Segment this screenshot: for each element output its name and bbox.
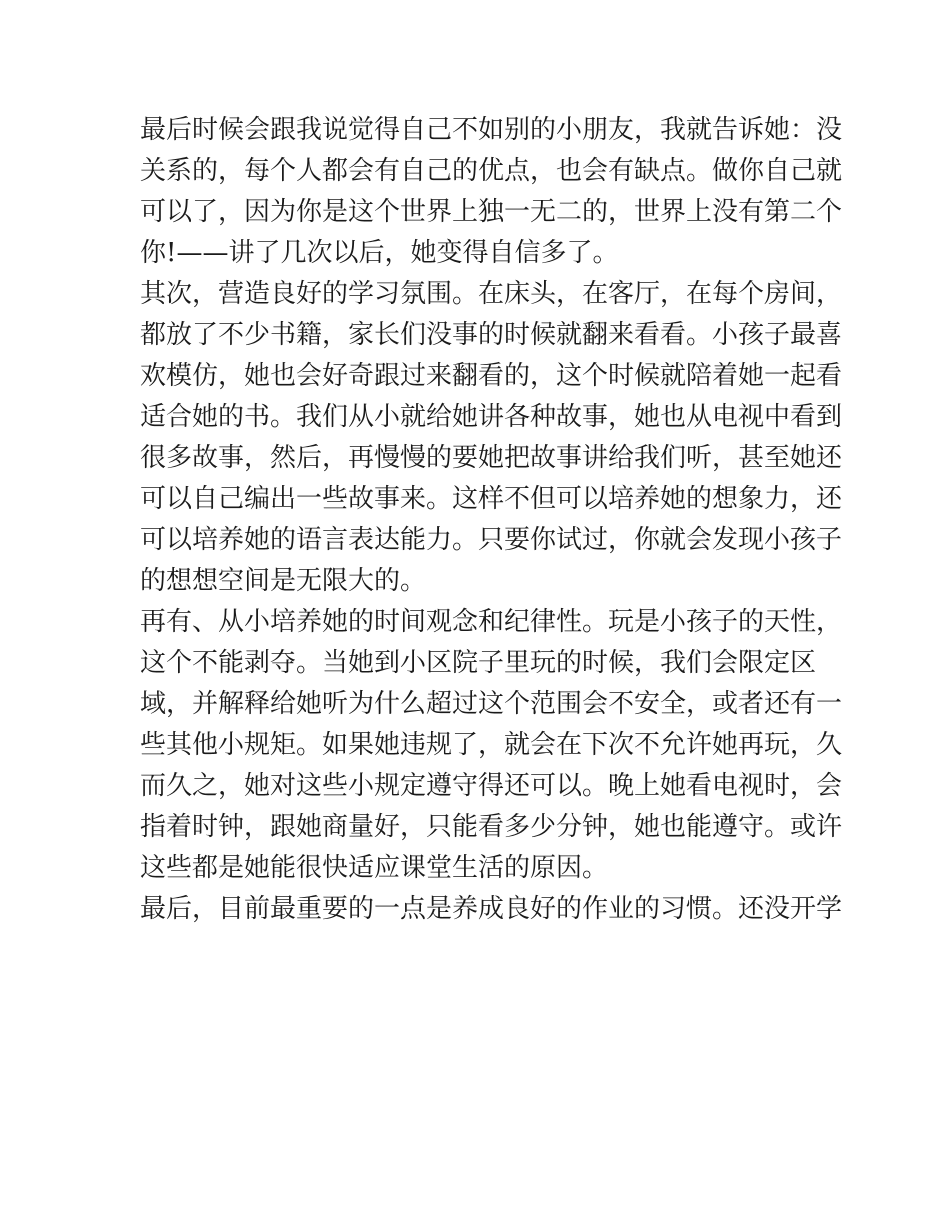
text-line: 的想想空间是无限大的。 — [140, 566, 427, 596]
text-line: 这些都是她能很快适应课堂生活的原因。 — [140, 853, 609, 883]
text-line: 这个不能剥夺。当她到小区院子里玩的时候，我们会限定区 — [140, 648, 817, 678]
text-line: 适合她的书。我们从小就给她讲各种故事，她也从电视中看到 — [140, 402, 843, 432]
text-line: 域，并解释给她听为什么超过这个范围会不安全，或者还有一 — [140, 689, 843, 719]
body-text — [140, 110, 843, 930]
text-line: 其次，营造良好的学习氛围。在床头，在客厅，在每个房间， — [140, 279, 843, 309]
text-line: 最后，目前最重要的一点是养成良好的作业的习惯。还没开学 — [140, 894, 843, 924]
text-line: 都放了不少书籍，家长们没事的时候就翻来看看。小孩子最喜 — [140, 320, 843, 350]
text-line: 最后时候会跟我说觉得自己不如别的小朋友，我就告诉她：没 — [140, 115, 843, 145]
text-line: 可以培养她的语言表达能力。只要你试过，你就会发现小孩子 — [140, 525, 843, 555]
text-line: 可以了，因为你是这个世界上独一无二的，世界上没有第二个 — [140, 197, 843, 227]
text-line: 而久之，她对这些小规定遵守得还可以。晚上她看电视时，会 — [140, 771, 843, 801]
text-line: 可以自己编出一些故事来。这样不但可以培养她的想象力，还 — [140, 484, 843, 514]
text-line: 指着时钟，跟她商量好，只能看多少分钟，她也能遵守。或许 — [140, 812, 843, 842]
text-line: 很多故事，然后，再慢慢的要她把故事讲给我们听，甚至她还 — [140, 443, 843, 473]
text-line: 你!——讲了几次以后，她变得自信多了。 — [140, 238, 619, 268]
text-line: 些其他小规矩。如果她违规了，就会在下次不允许她再玩，久 — [140, 730, 843, 760]
text-line: 欢模仿，她也会好奇跟过来翻看的，这个时候就陪着她一起看 — [140, 361, 843, 391]
text-line: 关系的，每个人都会有自己的优点，也会有缺点。做你自己就 — [140, 156, 843, 186]
text-line: 再有、从小培养她的时间观念和纪律性。玩是小孩子的天性， — [140, 607, 843, 637]
